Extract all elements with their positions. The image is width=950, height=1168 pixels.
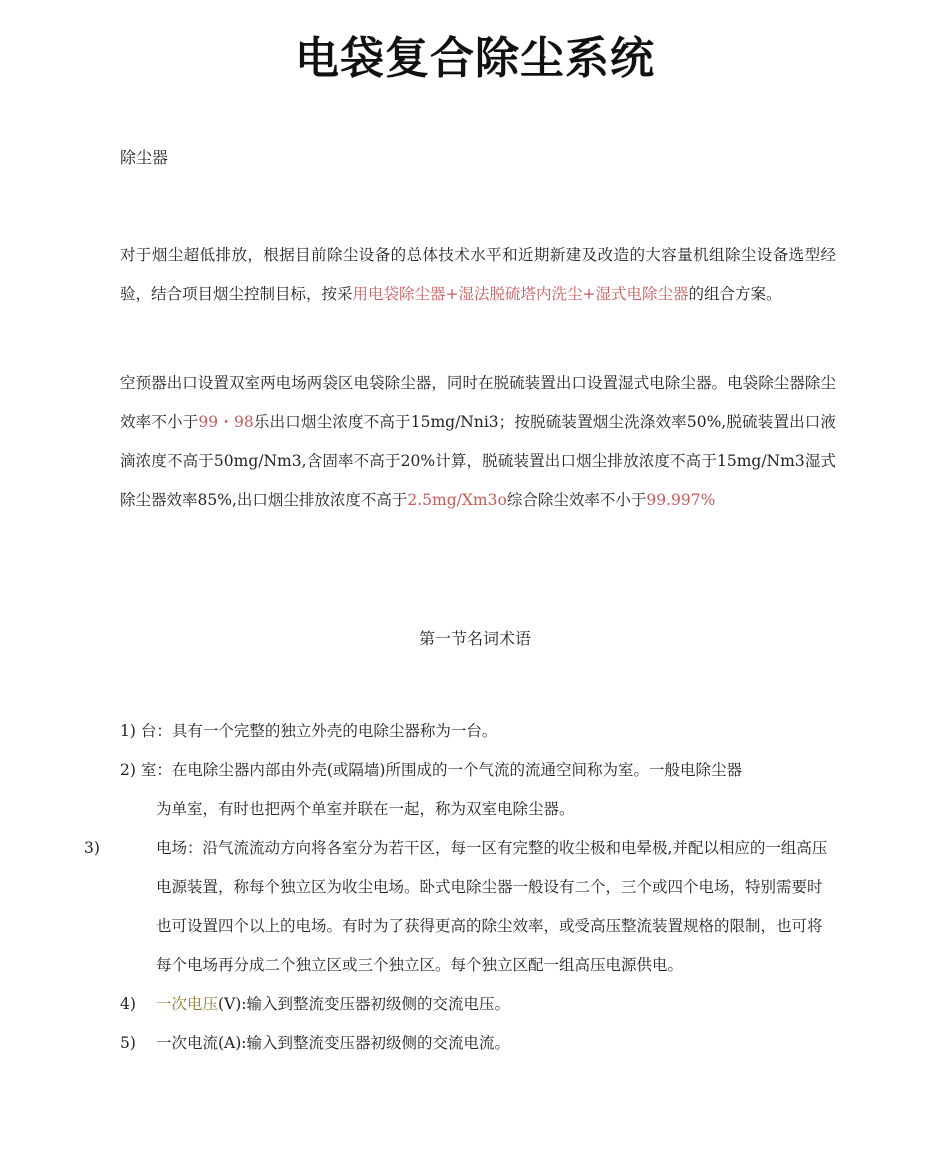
- paragraph-intro: [120, 236, 836, 314]
- list-item-continuation: 为单室，有时也把两个单室并联在一起，称为双室电除尘器。: [156, 800, 575, 818]
- paragraph-text: 乐出口烟尘浓度不高于15mg/Nni3；按脱硫装置烟尘洗涤效率50%,脱硫装置出口液滴浓度不高于50mg/Nm3,含固率不高于20%计算，脱硫装置出口烟尘排放浓度不高于15mg/Nm3湿式除尘器效率85%,出口烟尘排放浓度不高于: [120, 413, 836, 509]
- paragraph-specs: [120, 364, 836, 520]
- item-number: 2): [120, 761, 136, 779]
- list-item: [84, 829, 836, 985]
- term-list: [84, 712, 836, 1063]
- item-number: 1): [120, 722, 136, 740]
- list-item: [120, 1024, 836, 1063]
- highlighted-value: 99.997%: [646, 491, 716, 509]
- paragraph-text: 综合除尘效率不小于: [506, 491, 647, 509]
- highlighted-value: 2.5mg/Xm3o: [407, 491, 507, 509]
- document-title: 电袋复合除尘系统: [295, 33, 655, 84]
- highlighted-text: 用电袋除尘器+湿法脱硫塔内洗尘+湿式电除尘器: [352, 285, 689, 303]
- item-text: 室：在电除尘器内部由外壳(或隔墙)所围成的一个气流的流通空间称为室。一般电除尘器: [140, 761, 742, 779]
- paragraph-text: 对于烟尘超低排放，根据目前除尘设备的总体技术水平和近期新建及改造的大容量机组除尘设备选型经验，结合项目烟尘控制目标，按采: [120, 246, 836, 303]
- paragraph-text: 空预器出口设置双室两电场两袋区电袋除尘器，同时在脱硫装置出口设置湿式电除尘器。电袋除尘器除尘效率不小于: [120, 374, 836, 431]
- item-text: 电场：沿气流流动方向将各室分为若干区，每一区有完整的收尘极和电晕极,并配以相应的一组高压电源装置，称每个独立区为收尘电场。卧式电除尘器一般设有二个，三个或四个电场，特别需要时也可设置四个以上的电场。有时为了获得更高的除尘效率，或受高压整流装置规格的限制，也可将每个电场再分成二个独立区或三个独立区。每个独立区配一组高压电源供电。: [156, 839, 828, 974]
- section-heading: 除尘器: [120, 148, 169, 167]
- list-item: [120, 985, 836, 1024]
- item-number: 5): [120, 1034, 136, 1052]
- list-item: [120, 751, 836, 790]
- item-number: 4): [120, 995, 136, 1013]
- item-number: 3): [84, 839, 100, 857]
- highlighted-value: 99・98: [198, 413, 254, 431]
- paragraph-text: 的组合方案。: [688, 285, 782, 303]
- item-text: 一次电流(A):输入到整流变压器初级侧的交流电流。: [156, 1034, 511, 1052]
- list-item: [120, 712, 836, 751]
- section-title: 第一节名词术语: [418, 629, 531, 648]
- item-text: (V):输入到整流变压器初级侧的交流电压。: [218, 995, 511, 1013]
- highlighted-term: 一次电压: [156, 995, 219, 1013]
- item-text: 台：具有一个完整的独立外壳的电除尘器称为一台。: [140, 722, 498, 740]
